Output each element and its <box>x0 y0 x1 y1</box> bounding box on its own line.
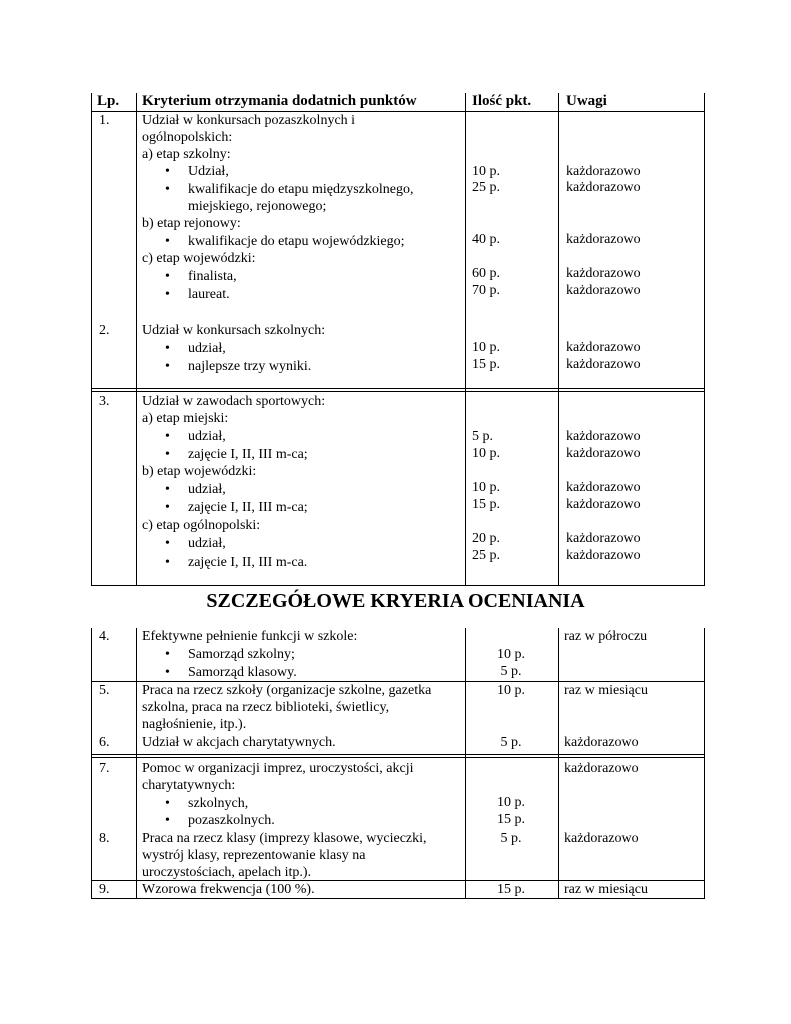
table2-right-border <box>704 628 705 899</box>
points-value: 15 p. <box>497 882 525 897</box>
points-value: 5 p. <box>500 664 522 679</box>
table2-bottom-rule <box>91 898 704 899</box>
criterion-text: Udział w konkursach szkolnych: <box>142 323 326 338</box>
points-value: 40 p. <box>472 232 500 247</box>
table2-col-divider <box>558 628 559 899</box>
bullet-item: • zajęcie I, II, III m-ca; <box>188 446 308 463</box>
points-value: 15 p. <box>472 497 500 512</box>
stage-label: a) etap szkolny: <box>142 147 231 162</box>
criterion-text: Udział w akcjach charytatywnych. <box>142 735 336 750</box>
table2-row-rule <box>91 754 704 755</box>
table1-left-border <box>91 93 92 586</box>
note-text: każdorazowo <box>566 446 641 461</box>
table1-col-divider <box>465 93 466 586</box>
stage-label: c) etap wojewódzki: <box>142 251 256 266</box>
section-title: SZCZEGÓŁOWE KRYERIA OCENIANIA <box>206 590 585 612</box>
bullet-item: • szkolnych, <box>188 795 248 812</box>
note-text: raz w półroczu <box>564 629 648 644</box>
row-number: 1. <box>99 113 110 128</box>
points-value: 5 p. <box>500 735 522 750</box>
criterion-text: nagłośnienie, itp.). <box>142 717 247 732</box>
points-value: 5 p. <box>472 429 493 444</box>
note-text: każdorazowo <box>566 283 641 298</box>
note-text: każdorazowo <box>564 831 639 846</box>
row-number: 3. <box>99 394 110 409</box>
row-number: 7. <box>99 761 110 776</box>
note-text: każdorazowo <box>564 735 639 750</box>
row-number: 2. <box>99 323 110 338</box>
row-number: 8. <box>99 831 110 846</box>
table1-bottom-rule <box>91 585 704 586</box>
bullet-item: • najlepsze trzy wyniki. <box>188 358 311 375</box>
table1-row-rule <box>91 391 704 392</box>
table2-row-rule <box>91 757 704 758</box>
row-number: 6. <box>99 735 110 750</box>
points-value: 10 p. <box>497 647 525 662</box>
note-text: każdorazowo <box>566 548 641 563</box>
bullet-item: • udział, <box>188 340 226 357</box>
note-text: każdorazowo <box>566 497 641 512</box>
table2-left-border <box>91 628 92 899</box>
points-value: 10 p. <box>497 795 525 810</box>
points-value: 25 p. <box>472 548 500 563</box>
table1-col-divider <box>136 93 137 586</box>
points-value: 5 p. <box>500 831 522 846</box>
bullet-item: • Udział, <box>188 163 229 180</box>
note-text: każdorazowo <box>566 266 641 281</box>
bullet-item-continuation: miejskiego, rejonowego; <box>188 199 327 214</box>
points-value: 10 p. <box>472 164 500 179</box>
points-value: 10 p. <box>472 446 500 461</box>
points-value: 15 p. <box>472 357 500 372</box>
table2-col-divider <box>136 628 137 899</box>
note-text: każdorazowo <box>566 531 641 546</box>
points-value: 10 p. <box>472 480 500 495</box>
row-number: 4. <box>99 629 110 644</box>
points-value: 20 p. <box>472 531 500 546</box>
points-value: 10 p. <box>497 683 525 698</box>
note-text: raz w miesiącu <box>564 683 648 698</box>
header-lp: Lp. <box>97 93 120 109</box>
criterion-text: Wzorowa frekwencja (100 %). <box>142 882 315 897</box>
bullet-item: • kwalifikacje do etapu wojewódzkiego; <box>188 233 405 250</box>
note-text: każdorazowo <box>566 480 641 495</box>
bullet-item: • zajęcie I, II, III m-ca. <box>188 554 307 571</box>
points-value: 60 p. <box>472 266 500 281</box>
note-text: każdorazowo <box>566 232 641 247</box>
bullet-item: • pozaszkolnych. <box>188 812 275 829</box>
criterion-text: Praca na rzecz klasy (imprezy klasowe, wycieczki, <box>142 831 427 846</box>
criterion-text: Udział w zawodach sportowych: <box>142 394 326 409</box>
header-points: Ilość pkt. <box>472 93 532 109</box>
stage-label: b) etap rejonowy: <box>142 216 241 231</box>
points-value: 70 p. <box>472 283 500 298</box>
row-number: 5. <box>99 683 110 698</box>
criterion-text: uroczystościach, apelach itp.). <box>142 865 312 880</box>
criterion-text: szkolna, praca na rzecz biblioteki, świetlicy, <box>142 700 390 715</box>
criterion-text: wystrój klasy, reprezentowanie klasy na <box>142 848 366 863</box>
criterion-text: ogólnopolskich: <box>142 130 233 145</box>
header-criterion: Kryterium otrzymania dodatnich punktów <box>142 93 417 109</box>
bullet-item: • zajęcie I, II, III m-ca; <box>188 499 308 516</box>
note-text: każdorazowo <box>566 357 641 372</box>
stage-label: a) etap miejski: <box>142 411 229 426</box>
note-text: każdorazowo <box>566 340 641 355</box>
note-text: każdorazowo <box>566 164 641 179</box>
note-text: każdorazowo <box>564 761 639 776</box>
points-value: 25 p. <box>472 180 500 195</box>
points-value: 10 p. <box>472 340 500 355</box>
row-number: 9. <box>99 882 110 897</box>
criterion-text: Praca na rzecz szkoły (organizacje szkolne, gazetka <box>142 683 432 698</box>
criterion-text: Efektywne pełnienie funkcji w szkole: <box>142 629 358 644</box>
bullet-item: • laureat. <box>188 286 230 303</box>
bullet-item: • udział, <box>188 428 226 445</box>
stage-label: c) etap ogólnopolski: <box>142 518 261 533</box>
table1-row-rule <box>91 388 704 389</box>
criterion-text: Pomoc w organizacji imprez, uroczystości, akcji <box>142 761 414 776</box>
points-value: 15 p. <box>497 812 525 827</box>
note-text: każdorazowo <box>566 429 641 444</box>
bullet-item: • udział, <box>188 535 226 552</box>
criterion-text: Udział w konkursach pozaszkolnych i <box>142 113 356 128</box>
table1-right-border <box>704 93 705 586</box>
criterion-text: charytatywnych: <box>142 778 236 793</box>
bullet-item: • finalista, <box>188 268 237 285</box>
bullet-item: • kwalifikacje do etapu międzyszkolnego, <box>188 181 413 198</box>
note-text: raz w miesiącu <box>564 882 648 897</box>
bullet-item: • Samorząd klasowy. <box>188 664 297 681</box>
stage-label: b) etap wojewódzki: <box>142 464 257 479</box>
note-text: każdorazowo <box>566 180 641 195</box>
bullet-item: • udział, <box>188 481 226 498</box>
table1-col-divider <box>558 93 559 586</box>
header-notes: Uwagi <box>566 93 607 109</box>
bullet-item: • Samorząd szkolny; <box>188 646 295 663</box>
